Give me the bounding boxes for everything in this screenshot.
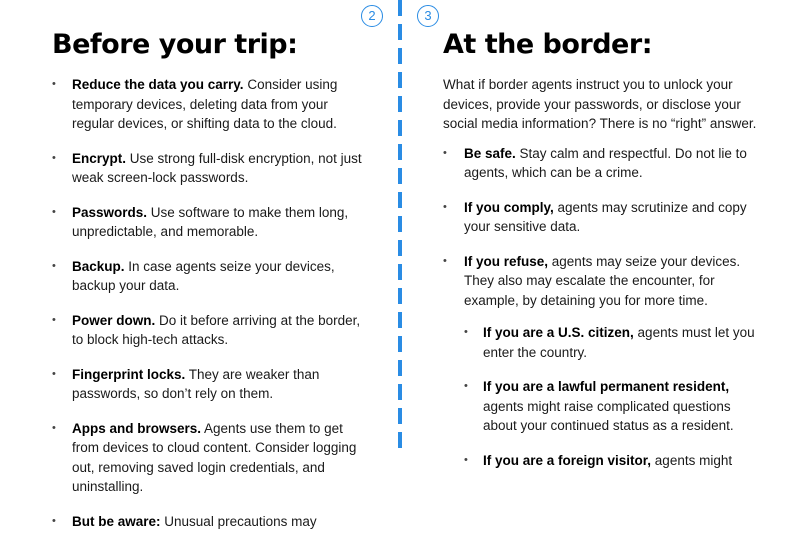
left-column — [52, 28, 370, 546]
item-text: They are weaker than passwords, so don’t rely on them. — [72, 366, 320, 401]
sub-list-item — [464, 451, 761, 471]
page-number-badge-right: 3 — [417, 5, 439, 27]
item-title: If you are a U.S. citizen, — [483, 325, 634, 340]
bullet-icon: • — [52, 259, 56, 272]
item-title: Encrypt. — [72, 150, 127, 166]
before-trip-heading: Before your trip: — [52, 29, 298, 60]
bullet-icon: • — [443, 200, 447, 213]
status-sublist — [464, 323, 761, 470]
bullet-icon: • — [52, 205, 56, 218]
bullet-icon: • — [464, 380, 468, 392]
list-item — [52, 512, 370, 532]
at-border-intro: What if border agents instruct you to unlock your devices, provide your passwords, or disclose your social media information? There is no “right” answer. — [443, 77, 757, 131]
item-title: If you are a foreign visitor, — [483, 452, 652, 468]
item-text: Agents use them to get from devices to cloud content. Consider logging out, removing saved login credentials, and uninstalling. — [72, 420, 357, 494]
item-title: Fingerprint locks. — [72, 366, 186, 382]
bullet-icon: • — [52, 367, 56, 380]
sub-list-item — [464, 377, 761, 436]
item-title: Power down. — [72, 312, 156, 328]
item-text: Unusual precautions may — [160, 513, 317, 529]
sub-list-item — [464, 323, 761, 362]
before-trip-list — [52, 75, 370, 531]
list-item — [52, 257, 370, 296]
item-text: Consider using temporary devices, deleting data from your regular devices, or shifting data to the cloud. — [72, 77, 338, 131]
list-item — [52, 365, 370, 404]
bullet-icon: • — [464, 326, 468, 338]
item-text: Stay calm and respectful. Do not lie to agents, which can be a crime. — [464, 145, 747, 180]
item-title: If you comply, — [464, 199, 554, 215]
item-text: agents may seize your devices. They also may escalate the encounter, for example, by detaining you for more time. — [464, 253, 741, 308]
bullet-icon: • — [464, 453, 468, 466]
bullet-icon: • — [52, 313, 56, 326]
list-item — [443, 198, 761, 237]
bullet-icon: • — [52, 514, 56, 527]
at-border-list — [443, 144, 761, 471]
page-number-badge-left: 2 — [361, 5, 383, 27]
list-item — [52, 203, 370, 242]
bullet-icon: • — [52, 151, 56, 164]
bullet-icon: • — [443, 146, 447, 159]
item-title: Backup. — [72, 258, 125, 274]
list-item — [52, 75, 370, 134]
item-text: agents might — [651, 452, 733, 468]
item-title: But be aware: — [72, 513, 161, 529]
list-item — [52, 311, 370, 350]
item-text: agents must let you enter the country. — [483, 325, 755, 360]
list-item — [52, 419, 370, 497]
item-title: Apps and browsers. — [72, 420, 202, 436]
bullet-icon: • — [52, 78, 56, 90]
list-item — [443, 144, 761, 183]
item-text: In case agents seize your devices, backup your data. — [72, 258, 335, 293]
right-column — [443, 28, 761, 485]
item-text: Do it before arriving at the border, to block high-tech attacks. — [72, 312, 361, 347]
item-text: Use strong full-disk encryption, not just weak screen-lock passwords. — [72, 150, 362, 185]
at-border-heading: At the border: — [443, 29, 652, 60]
bullet-icon: • — [52, 421, 56, 434]
item-text: agents might raise complicated questions about your continued status as a resident. — [483, 398, 734, 433]
center-divider — [398, 0, 402, 450]
bullet-icon: • — [443, 254, 447, 267]
item-text: Use software to make them long, unpredictable, and memorable. — [72, 204, 349, 239]
list-item — [52, 149, 370, 188]
item-title: If you are a lawful permanent resident, — [483, 379, 730, 394]
item-text: agents may scrutinize and copy your sensitive data. — [464, 199, 747, 234]
item-title: If you refuse, — [464, 253, 549, 269]
list-item — [443, 252, 761, 471]
item-title: Be safe. — [464, 145, 516, 161]
item-title: Passwords. — [72, 204, 148, 220]
item-title: Reduce the data you carry. — [72, 77, 244, 92]
